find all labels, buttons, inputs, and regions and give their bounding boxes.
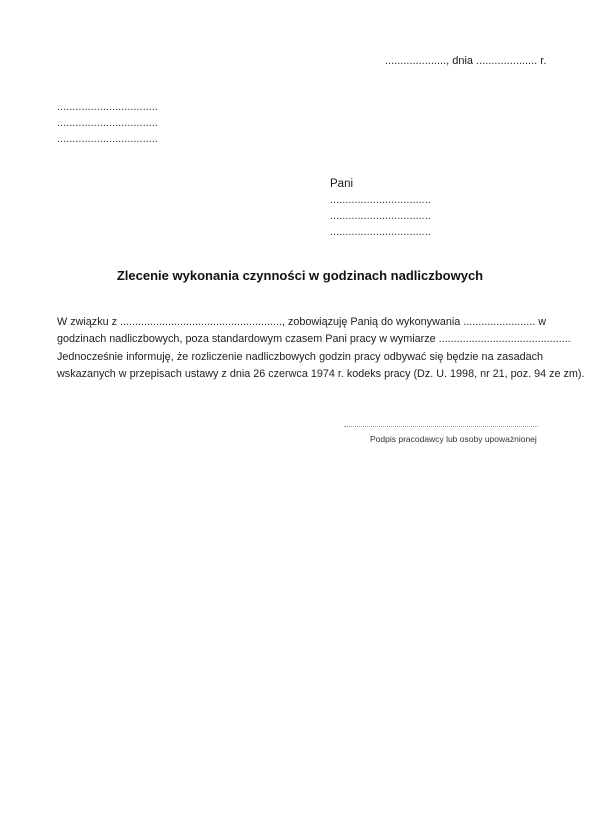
recipient-address-block [330,176,431,240]
body-line: godzinach nadliczbowych, poza standardowym czasem Pani pracy w wymiarze ............................................ [57,333,571,346]
signature-line [344,426,538,427]
place-and-date-line: ...................., dnia .................... r. [385,55,547,67]
document-title: Zlecenie wykonania czynności w godzinach nadliczbowych [116,268,484,283]
body-paragraph [57,314,585,383]
sender-line: ................................. [57,133,158,145]
body-line: wskazanych w przepisach ustawy z dnia 26 czerwca 1974 r. kodeks pracy (Dz. U. 1998, nr 21, poz. 94 ze zm). [57,367,585,380]
sender-line: ................................. [57,101,158,113]
signature-caption: Podpis pracodawcy lub osoby upoważnionej [370,434,537,444]
recipient-salutation: Pani [330,178,354,190]
recipient-line: ................................. [330,226,431,238]
recipient-line: ................................. [330,194,431,206]
sender-line: ................................. [57,117,158,129]
body-line: Jednocześnie informuję, że rozliczenie nadliczbowych godzin pracy odbywać się będzie na zasadach [57,350,543,363]
body-line: W związku z ......................................................, zobowiązuję Panią do wykonywania ........................ w [57,316,547,328]
sender-address-block [57,99,158,147]
recipient-line: ................................. [330,210,431,222]
